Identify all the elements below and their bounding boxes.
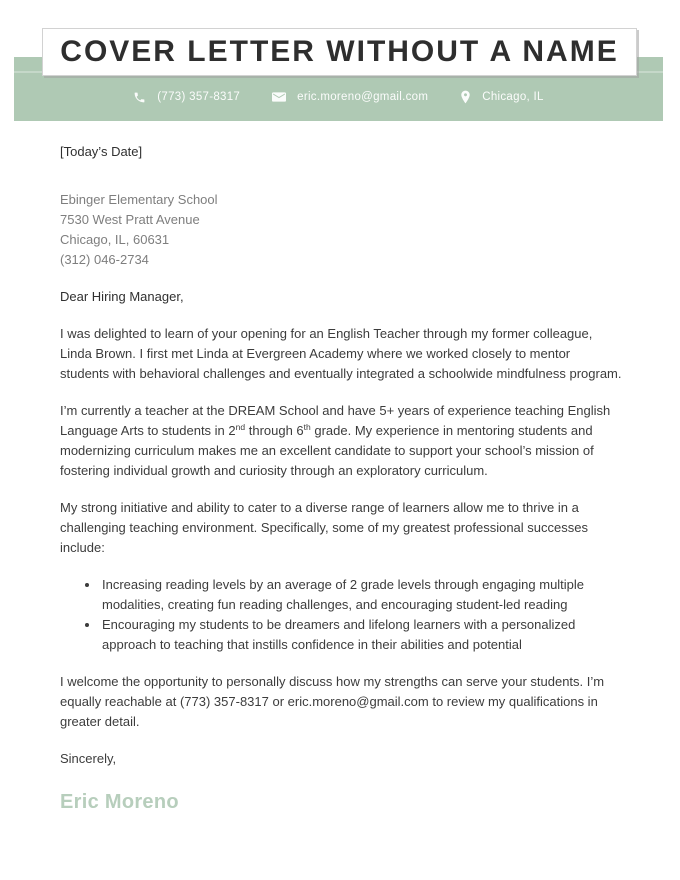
ordinal-superscript: th	[303, 422, 311, 432]
page-title: COVER LETTER WITHOUT A NAME	[60, 35, 619, 68]
contact-location	[460, 90, 543, 104]
contact-phone-text: (773) 357-8317	[157, 91, 241, 103]
date-line: [Today’s Date]	[60, 144, 143, 159]
map-pin-icon	[460, 90, 471, 104]
list-item: • Encouraging my students to be dreamers and lifelong learners with a personalized approach to teaching that instills confidence in their abilities and potential	[100, 615, 622, 655]
paragraph-3: My strong initiative and ability to cater to a diverse range of learners allow me to thrive in a challenging teaching environment. Specifically, some of my greatest professional successes include:	[60, 500, 588, 555]
closing-paragraph: I welcome the opportunity to personally discuss how my strengths can serve your students. I’m equally reachable at (773) 357-8317 or eric.moreno@gmail.com to review my qualifications in greater detail.	[60, 674, 605, 729]
contact-row	[14, 90, 663, 104]
contact-email	[272, 91, 428, 103]
recipient-block	[60, 190, 622, 270]
signature-name: Eric Moreno	[60, 791, 179, 813]
paragraph-2-seg1: I’m currently a teacher at the DREAM School and have 5+ years of experience teaching English Language Arts to students in 2	[60, 403, 611, 438]
paragraph-2	[60, 401, 622, 481]
paragraph-1: I was delighted to learn of your opening for an English Teacher through my former colleague, Linda Brown. I first met Linda at Evergreen Academy where we worked closely to mentor students with behavioral challenges and eventually integrated a schoolwide mindfulness program.	[60, 326, 622, 381]
recipient-street: 7530 West Pratt Avenue	[60, 212, 200, 227]
phone-icon	[133, 91, 146, 104]
salutation: Dear Hiring Manager,	[60, 289, 184, 304]
list-item: • Increasing reading levels by an average of 2 grade levels through engaging multiple modalities, creating fun reading challenges, and encouraging student-led reading	[100, 575, 622, 615]
paragraph-2-seg2: through 6	[245, 423, 304, 438]
recipient-phone: (312) 046-2734	[60, 252, 149, 267]
envelope-icon	[272, 91, 286, 103]
contact-phone	[133, 91, 240, 104]
contact-email-text: eric.moreno@gmail.com	[297, 91, 429, 103]
contact-location-text: Chicago, IL	[482, 91, 544, 103]
recipient-school: Ebinger Elementary School	[60, 192, 218, 207]
title-banner	[42, 28, 637, 76]
letter-body	[60, 142, 622, 815]
successes-list	[60, 575, 622, 655]
signoff: Sincerely,	[60, 751, 117, 766]
paragraph-2-seg3: grade. My experience in mentoring students and modernizing curriculum makes me an excellent candidate to support your school’s mission of fostering individual growth and curiosity through an exploratory curriculum.	[60, 423, 594, 478]
recipient-city: Chicago, IL, 60631	[60, 232, 170, 247]
ordinal-superscript: nd	[235, 422, 246, 432]
